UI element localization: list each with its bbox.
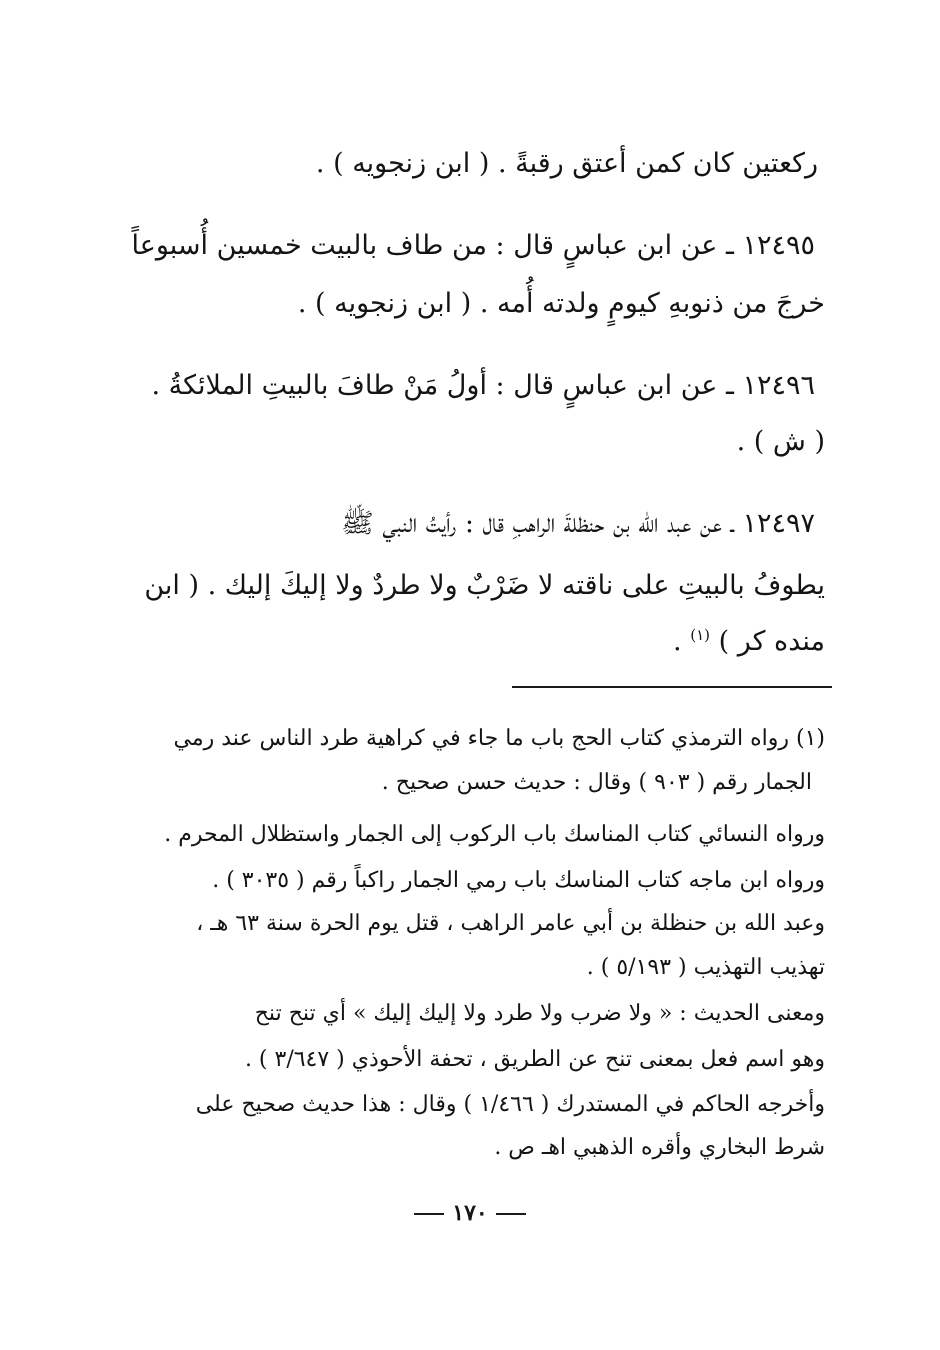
hadith-12497-line-3 bbox=[673, 628, 825, 655]
hadith-12494-continuation: ركعتين كان كمن أعتق رقبةً . ( ابن زنجويه ) . bbox=[315, 148, 818, 179]
footnote-separator bbox=[512, 686, 832, 688]
footnote-line-4: ورواه ابن ماجه كتاب المناسك باب رمي الجمار راكباً رقم ( ٣٠٣٥ ) . bbox=[212, 868, 825, 893]
footnote-line-7: ومعنى الحديث : « ولا ضرب ولا طرد ولا إليك إليك » أي تنح تنح bbox=[254, 1001, 825, 1026]
sentence-end: . bbox=[673, 626, 682, 657]
hadith-12495-line-1: ١٢٤٩٥ ـ عن ابن عباسٍ قال : من طاف بالبيت خمسين أُسبوعاً bbox=[131, 230, 815, 261]
footnote-line-2: الجمار رقم ( ٩٠٣ ) وقال : حديث حسن صحيح . bbox=[381, 770, 812, 795]
hadith-12497-line-2: يطوفُ بالبيتِ على ناقته لا ضَرْبٌ ولا طردٌ ولا إليكَ إليك . ( ابن bbox=[144, 570, 825, 601]
footnote-line-1: (١) رواه الترمذي كتاب الحج باب ما جاء في كراهية طرد الناس عند رمي bbox=[173, 726, 825, 751]
source-citation: منده كر ) bbox=[718, 626, 825, 657]
hadith-12496-line-2: ( ش ) . bbox=[736, 426, 825, 457]
page-number-value: ١٧٠ bbox=[452, 1200, 488, 1226]
hadith-12496-line-1: ١٢٤٩٦ ـ عن ابن عباسٍ قال : أولُ مَنْ طافَ بالبيتِ الملائكةُ . bbox=[151, 370, 815, 401]
footnote-line-5: وعبد الله بن حنظلة بن أبي عامر الراهب ، قتل يوم الحرة سنة ٦٣ هـ ، bbox=[196, 911, 825, 936]
footnote-marker: (١) bbox=[690, 626, 711, 644]
page-number-dash-left bbox=[414, 1213, 444, 1215]
page-number-dash-right bbox=[496, 1213, 526, 1215]
footnote-line-6: تهذيب التهذيب ( ٥/١٩٣ ) . bbox=[586, 955, 825, 980]
footnote-line-3: ورواه النسائي كتاب المناسك باب الركوب إلى الجمار واستظلال المحرم . bbox=[164, 822, 825, 847]
footnote-line-8: وهو اسم فعل بمعنى تنح عن الطريق ، تحفة الأحوذي ( ٣/٦٤٧ ) . bbox=[244, 1047, 825, 1072]
page-number bbox=[0, 1200, 940, 1226]
footnote-line-9: وأخرجه الحاكم في المستدرك ( ١/٤٦٦ ) وقال : هذا حديث صحيح على bbox=[195, 1092, 825, 1117]
hadith-12495-line-2: خرجَ من ذنوبهِ كيومٍ ولدته أُمه . ( ابن زنجويه ) . bbox=[297, 288, 825, 319]
hadith-12497-line-1: ١٢٤٩٧ ـ عن عبد الله بن حنظلةَ الراهبِ قال : رأيتُ النبي ﷺ bbox=[341, 508, 815, 539]
footnote-line-10: شرط البخاري وأقره الذهبي اهـ ص . bbox=[494, 1135, 825, 1160]
